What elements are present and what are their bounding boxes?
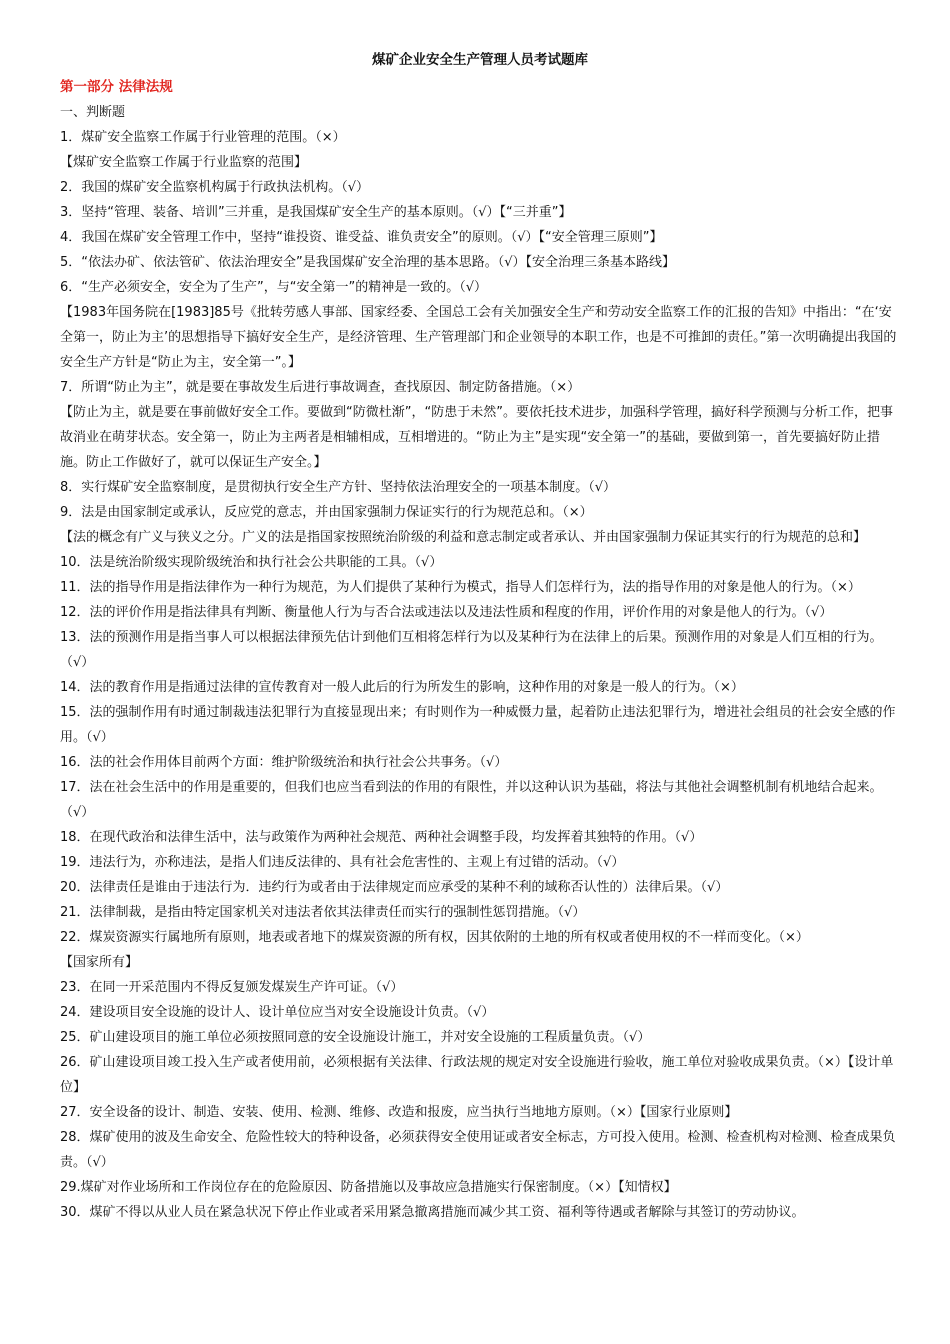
question-paragraph: 24．建设项目安全设施的设计人、设计单位应当对安全设施设计负责。（√） bbox=[60, 1005, 495, 1020]
question-paragraph: 18．在现代政治和法律生活中，法与政策作为两种社会规范、两种社会调整手段，均发挥着其独特的作用。（√） bbox=[60, 830, 703, 845]
question-paragraph: 【法的概念有广义与狭义之分。广义的法是指国家按照统治阶级的利益和意志制定或者承认、并由国家强制力保证其实行的行为规范的总和】 bbox=[60, 530, 867, 545]
question-paragraph: 10．法是统治阶级实现阶级统治和执行社会公共职能的工具。（√） bbox=[60, 555, 443, 570]
question-paragraph: 21．法律制裁，是指由特定国家机关对违法者依其法律责任而实行的强制性惩罚措施。（√） bbox=[60, 905, 586, 920]
document-title: 煤矿企业安全生产管理人员考试题库 bbox=[372, 52, 588, 68]
question-paragraph: 3．坚持“管理、装备、培训”三并重，是我国煤矿安全生产的基本原则。（√）【“三并重”】 bbox=[60, 205, 572, 220]
question-paragraph: 【1983年国务院在[1983]85号《批转劳感人事部、国家经委、全国总工会有关加强安全生产和劳动安全监察工作的汇报的告知》中指出：“在‘安全第一，防止为主’的思想指导下搞好安全生产，是经济管理、生产管理部门和企业领导的本职工作，也是不可推卸的责任。”第一次明确提出我国的安全生产方针是“防止为主，安全第一”。】 bbox=[60, 305, 897, 370]
question-list bbox=[60, 125, 900, 1225]
section-title: 一、判断题 bbox=[60, 105, 126, 120]
question-paragraph: 28．煤矿使用的波及生命安全、危险性较大的特种设备，必须获得安全使用证或者安全标志，方可投入使用。检测、检查机构对检测、检查成果负责。（√） bbox=[60, 1130, 896, 1170]
question-paragraph: 22．煤炭资源实行属地所有原则，地表或者地下的煤炭资源的所有权，因其依附的土地的所有权或者使用权的不一样而变化。（×） bbox=[60, 930, 809, 945]
question-paragraph: 20．法律责任是谁由于违法行为．违约行为或者由于法律规定而应承受的某种不利的域称否认性的）法律后果。（√） bbox=[60, 880, 729, 895]
question-paragraph: 29.煤矿对作业场所和工作岗位存在的危险原因、防备措施以及事故应急措施实行保密制度。（×）【知情权】 bbox=[60, 1180, 677, 1195]
question-paragraph: 14．法的教育作用是指通过法律的宣传教育对一般人此后的行为所发生的影响，这种作用的对象是一般人的行为。（×） bbox=[60, 680, 744, 695]
question-paragraph: 16．法的社会作用体目前两个方面：维护阶级统治和执行社会公共事务。（√） bbox=[60, 755, 508, 770]
question-paragraph: 25．矿山建设项目的施工单位必须按照同意的安全设施设计施工，并对安全设施的工程质量负责。（√） bbox=[60, 1030, 651, 1045]
question-paragraph: 5．“依法办矿、依法管矿、依法治理安全”是我国煤矿安全治理的基本思路。（√）【安全治理三条基本路线】 bbox=[60, 255, 676, 270]
question-paragraph: 6．“生产必须安全，安全为了生产”，与“安全第一”的精神是一致的。（√） bbox=[60, 280, 487, 295]
part-title: 第一部分 法律法规 bbox=[60, 79, 173, 95]
question-paragraph: 2．我国的煤矿安全监察机构属于行政执法机构。（√） bbox=[60, 180, 370, 195]
question-paragraph: 27．安全设备的设计、制造、安装、使用、检测、维修、改造和报废，应当执行当地地方原则。（×）【国家行业原则】 bbox=[60, 1105, 738, 1120]
question-paragraph: 11．法的指导作用是指法律作为一种行为规范，为人们提供了某种行为模式，指导人们怎样行为，法的指导作用的对象是他人的行为。（×） bbox=[60, 580, 861, 595]
question-paragraph: 15．法的强制作用有时通过制裁违法犯罪行为直接显现出来；有时则作为一种威慑力量，起着防止违法犯罪行为，增进社会组员的社会安全感的作用。（√） bbox=[60, 705, 896, 745]
question-paragraph: 【防止为主，就是要在事前做好安全工作。要做到“防微杜渐”，“防患于未然”。要依托技术进步，加强科学管理，搞好科学预测与分析工作，把事故消业在萌芽状态。安全第一，防止为主两者是相辅相成，互相增进的。“防止为主”是实现“安全第一”的基础，要做到第一，首先要搞好防止措施。防止工作做好了，就可以保证生产安全。】 bbox=[60, 405, 893, 470]
question-paragraph: 【国家所有】 bbox=[60, 955, 139, 970]
question-paragraph: 8．实行煤矿安全监察制度，是贯彻执行安全生产方针、坚持依法治理安全的一项基本制度。（√） bbox=[60, 480, 617, 495]
question-paragraph: 9．法是由国家制定或承认，反应党的意志，并由国家强制力保证实行的行为规范总和。（×） bbox=[60, 505, 593, 520]
question-paragraph: 19．违法行为，亦称违法，是指人们违反法律的、具有社会危害性的、主观上有过错的活动。（√） bbox=[60, 855, 625, 870]
question-paragraph: 13．法的预测作用是指当事人可以根据法律预先估计到他们互相将怎样行为以及某种行为在法律上的后果。预测作用的对象是人们互相的行为。（√） bbox=[60, 630, 883, 670]
question-paragraph: 17．法在社会生活中的作用是重要的，但我们也应当看到法的作用的有限性，并以这种认识为基础，将法与其他社会调整机制有机地结合起来。（√） bbox=[60, 780, 883, 820]
question-paragraph: 30．煤矿不得以从业人员在紧急状况下停止作业或者采用紧急撤离措施而减少其工资、福利等待遇或者解除与其签订的劳动协议。 bbox=[60, 1205, 805, 1220]
question-paragraph: 1．煤矿安全监察工作属于行业管理的范围。（×） bbox=[60, 130, 346, 145]
question-paragraph: 23．在同一开采范围内不得反复颁发煤炭生产许可证。（√） bbox=[60, 980, 404, 995]
question-paragraph: 12．法的评价作用是指法律具有判断、衡量他人行为与否合法或违法以及违法性质和程度的作用，评价作用的对象是他人的行为。（√） bbox=[60, 605, 833, 620]
question-paragraph: 7．所谓“防止为主”，就是要在事故发生后进行事故调查，查找原因、制定防备措施。（×） bbox=[60, 380, 581, 395]
question-paragraph: 【煤矿安全监察工作属于行业监察的范围】 bbox=[60, 155, 308, 170]
question-paragraph: 4．我国在煤矿安全管理工作中，坚持“谁投资、谁受益、谁负责安全”的原则。（√）【“安全管理三原则”】 bbox=[60, 230, 663, 245]
question-paragraph: 26．矿山建设项目竣工投入生产或者使用前，必须根据有关法律、行政法规的规定对安全设施进行验收，施工单位对验收成果负责。（×）【设计单位】 bbox=[60, 1055, 894, 1095]
